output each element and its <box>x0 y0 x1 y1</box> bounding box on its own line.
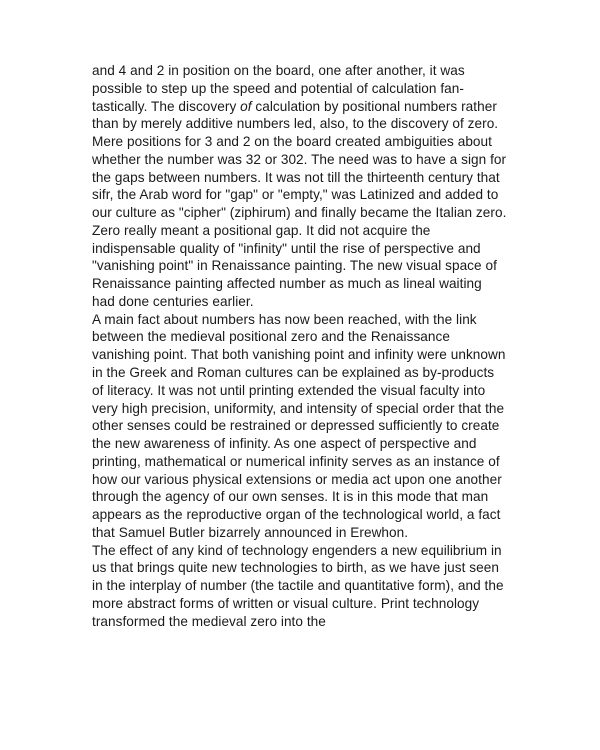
text-line: between the medieval positional zero and the Renaissance <box>92 329 450 345</box>
text-line: and 4 and 2 in position on the board, one after another, it was <box>92 63 465 78</box>
text-line: Renaissance painting affected number as much as lineal waiting <box>92 276 482 292</box>
text-line: how our various physical extensions or media act upon one another <box>92 471 502 487</box>
text-line: tastically. The discovery of calculation by positional numbers rather <box>92 98 497 114</box>
text-line: whether the number was 32 or 302. The need was to have a sign for <box>92 151 507 167</box>
paragraph <box>92 62 516 311</box>
text-line: more abstract forms of written or visual culture. Print technology <box>92 595 480 611</box>
text-line: had done centuries earlier. <box>92 293 254 309</box>
text-line: than by merely additive numbers led, also, to the discovery of zero. <box>92 116 499 132</box>
text-line: indispensable quality of "infinity" until the rise of perspective and <box>92 240 481 256</box>
text-line: the new awareness of infinity. As one aspect of perspective and <box>92 436 477 452</box>
text-line: sifr, the Arab word for "gap" or "empty," was Latinized and added to <box>92 187 499 203</box>
text-line: vanishing point. That both vanishing point and infinity were unknown <box>92 347 506 363</box>
text-line: in the Greek and Roman cultures can be explained as by-products <box>92 365 495 381</box>
text-line: our culture as "cipher" (ziphirum) and finally became the Italian zero. <box>92 205 507 221</box>
body-text <box>92 62 516 631</box>
text-line: the gaps between numbers. It was not till the thirteenth century that <box>92 169 500 185</box>
text-line: "vanishing point" in Renaissance painting. The new visual space of <box>92 258 497 274</box>
paragraph <box>92 542 516 631</box>
text-line: of literacy. It was not until printing extended the visual faculty into <box>92 382 486 398</box>
text-line: The effect of any kind of technology engenders a new equilibrium in <box>92 542 502 558</box>
text-line: that Samuel Butler bizarrely announced in Erewhon. <box>92 524 409 540</box>
paragraph <box>92 311 516 542</box>
text-line: other senses could be restrained or depressed sufficiently to create <box>92 418 500 434</box>
text-line: Zero really meant a positional gap. It did not acquire the <box>92 222 431 238</box>
text-line: very high precision, uniformity, and intensity of special order that the <box>92 400 505 416</box>
text-line: printing, mathematical or numerical infinity serves as an instance of <box>92 453 500 469</box>
text-line: possible to step up the speed and potential of calculation fan- <box>92 80 464 96</box>
text-line: us that brings quite new technologies to birth, as we have just seen <box>92 560 499 576</box>
text-line: appears as the reproductive organ of the technological world, a fact <box>92 507 501 523</box>
text-line: A main fact about numbers has now been reached, with the link <box>92 311 477 327</box>
text-line: Mere positions for 3 and 2 on the board created ambiguities about <box>92 134 492 150</box>
text-line: transformed the medieval zero into the <box>92 613 326 629</box>
text-line: through the agency of our own senses. It is in this mode that man <box>92 489 489 505</box>
text-line: in the interplay of number (the tactile and quantitative form), and the <box>92 578 504 594</box>
